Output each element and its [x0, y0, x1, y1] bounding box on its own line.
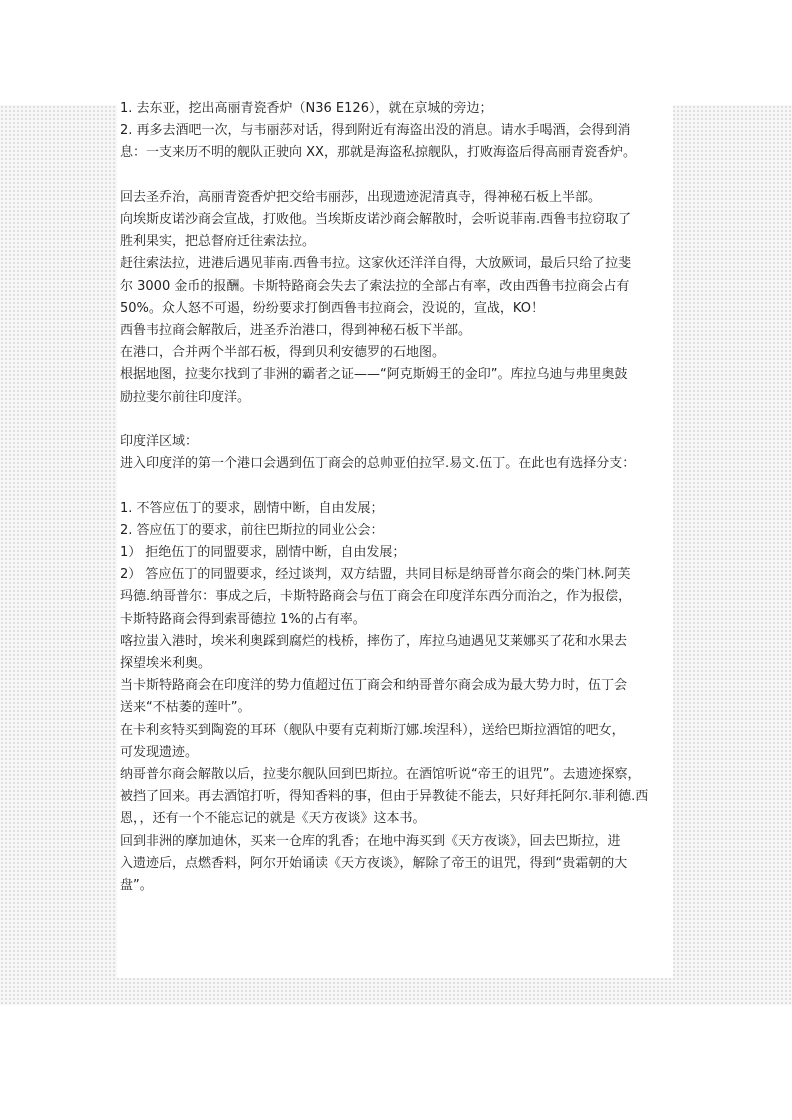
text-line: 被挡了回来。再去酒馆打听，得知香料的事，但由于异教徒不能去，只好拜托阿尔.菲利德.西	[120, 789, 649, 805]
text-line: 胜利果实，把总督府迁往索法拉。	[120, 234, 316, 250]
text-line: 2） 答应伍丁的同盟要求，经过谈判，双方结盟，共同目标是纳哥普尔商会的柴门林.阿芙	[120, 567, 631, 583]
text-line: 根据地图，拉斐尔找到了非洲的霸者之证——“阿克斯姆王的金印”。库拉乌迪与弗里奥鼓	[120, 367, 628, 383]
text-line: 励拉斐尔前往印度洋。	[120, 389, 251, 405]
text-line: 1. 去东亚，挖出高丽青瓷香炉（N36 E126），就在京城的旁边；	[120, 101, 493, 116]
text-line: 当卡斯特路商会在印度洋的势力值超过伍丁商会和纳哥普尔商会成为最大势力时，伍丁会	[120, 678, 628, 694]
text-line: 向埃斯皮诺沙商会宣战，打败他。当埃斯皮诺沙商会解散时，会听说菲南.西鲁韦拉窃取了	[120, 212, 632, 227]
text-line: 在港口，合并两个半部石板，得到贝利安德罗的石地图。	[120, 345, 446, 361]
text-line: 送来“不枯萎的莲叶”。	[120, 700, 251, 716]
text-line: 在卡利亥特买到陶瓷的耳环（舰队中要有克莉斯汀娜.埃涅科），送给巴斯拉酒馆的吧女，	[120, 722, 625, 738]
text-line: 印度洋区域：	[120, 434, 199, 450]
text-line: 喀拉蚩入港时，埃米利奥踩到腐烂的栈桥，摔伤了，库拉乌迪遇见艾莱娜买了花和水果去	[120, 633, 628, 649]
text-line: 进入印度洋的第一个港口会遇到伍丁商会的总帅亚伯拉罕.易文.伍丁。在此也有选择分支：	[120, 456, 636, 472]
text-line: 回去圣乔治，高丽青瓷香炉把交给韦丽莎，出现遗迹泥清真寺，得神秘石板上半部。	[120, 189, 602, 205]
text-line: 盘”。	[120, 878, 153, 894]
text-line: 恩，，还有一个不能忘记的就是《天方夜谈》这本书。	[120, 811, 426, 827]
text-line: 探望埃米利奥。	[120, 656, 212, 672]
text-line: 50%。众人怒不可遏，纷纷要求打倒西鲁韦拉商会，没说的，宣战，KO！	[120, 300, 544, 316]
text-line: 入遗迹后，点燃香料，阿尔开始诵读《天方夜谈》，解除了帝王的诅咒，得到“贵霜朝的大	[120, 855, 628, 871]
document-body	[120, 98, 680, 897]
text-line: 2. 再多去酒吧一次，与韦丽莎对话，得到附近有海盗出没的消息。请水手喝酒，会得到消	[120, 123, 631, 139]
text-line: 息：一支来历不明的舰队正驶向 XX，那就是海盗私掠舰队，打败海盗后得高丽青瓷香炉。	[120, 145, 636, 161]
blank-line	[120, 475, 680, 497]
blank-line	[120, 409, 680, 431]
text-line: 玛德.纳哥普尔：事成之后，卡斯特路商会与伍丁商会在印度洋东西分而治之，作为报偿，	[120, 589, 632, 605]
text-line: 纳哥普尔商会解散以后，拉斐尔舰队回到巴斯拉。在酒馆听说“帝王的诅咒”。去遗迹探察，	[120, 767, 641, 783]
text-line: 可发现遗迹。	[120, 744, 199, 760]
text-line: 西鲁韦拉商会解散后，进圣乔治港口，得到神秘石板下半部。	[120, 323, 472, 339]
blank-line	[120, 165, 680, 187]
text-line: 回到非洲的摩加迪休，买来一仓库的乳香；在地中海买到《天方夜谈》，回去巴斯拉，进	[120, 833, 621, 849]
text-line: 赶往索法拉，进港后遇见菲南.西鲁韦拉。这家伙还洋洋自得，大放厥词，最后只给了拉斐	[120, 256, 632, 272]
text-line: 2. 答应伍丁的要求，前往巴斯拉的同业公会：	[120, 522, 384, 538]
text-line: 卡斯特路商会得到索哥德拉 1%的占有率。	[120, 611, 366, 627]
text-line: 1. 不答应伍丁的要求，剧情中断，自由发展；	[120, 500, 384, 516]
text-line: 尔 3000 金币的报酬。卡斯特路商会失去了索法拉的全部占有率，改由西鲁韦拉商会占有	[120, 278, 630, 294]
text-line: 1） 拒绝伍丁的同盟要求，剧情中断，自由发展；	[120, 545, 406, 561]
